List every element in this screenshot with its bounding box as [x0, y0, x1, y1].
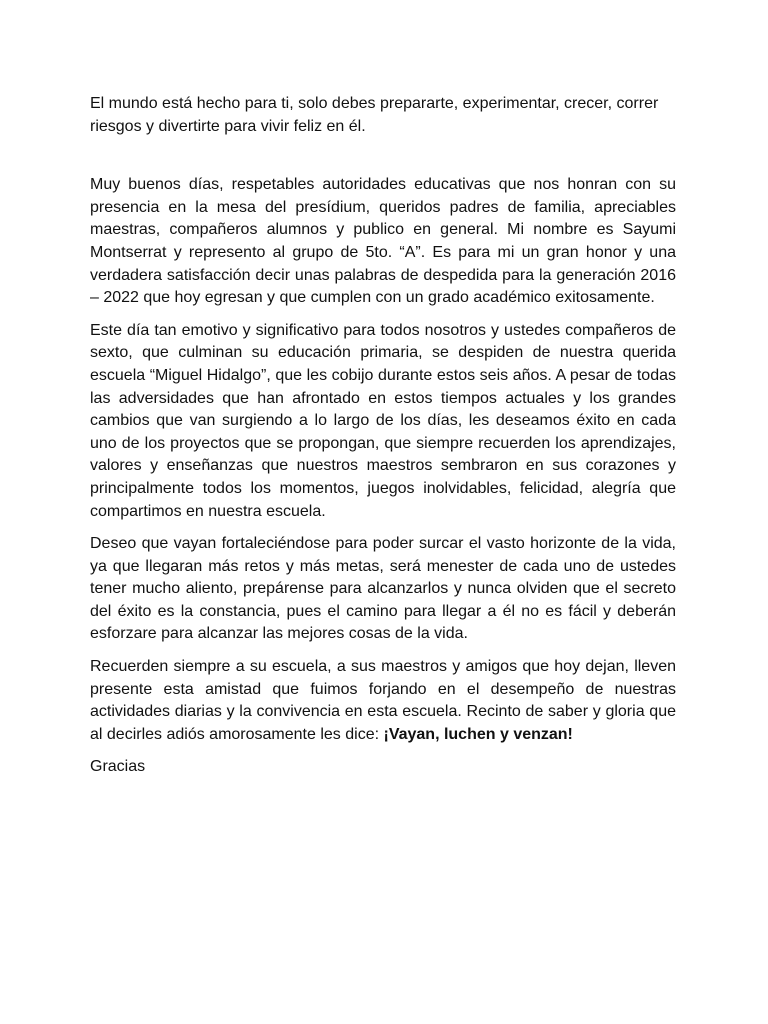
- paragraph-greeting: Muy buenos días, respetables autoridades educativas que nos honran con su presencia en la mesa del presídium, queridos padres de familia, apreciables maestras, compañeros alumnos y publico en general. Mi nombre es Sayumi Montserrat y represento al grupo de 5to. “A”. Es para mi un gran honor y una verdadera satisfacción decir unas palabras de despedida para la generación 2016 – 2022 que hoy egresan y que cumplen con un grado académico exitosamente.: [90, 176, 676, 307]
- paragraph-advice: Deseo que vayan fortaleciéndose para poder surcar el vasto horizonte de la vida, ya que llegaran más retos y más metas, será menester de cada uno de ustedes tener mucho aliento, prepárense para alcanzarlos y nunca olviden que el secreto del éxito es la constancia, pues el camino para llegar a él no es fácil y deberán esforzare para alcanzar las mejores cosas de la vida.: [90, 535, 676, 643]
- intro-quote: El mundo está hecho para ti, solo debes prepararte, experimentar, crecer, correr riesgos y divertirte para vivir feliz en él.: [90, 95, 659, 135]
- document-page: [90, 93, 676, 779]
- paragraph-farewell: Este día tan emotivo y significativo para todos nosotros y ustedes compañeros de sexto, que culminan su educación primaria, se despiden de nuestra querida escuela “Miguel Hidalgo”, que les cobijo durante estos seis años. A pesar de todas las adversidades que han afrontado en estos tiempos actuales y los grandes cambios que van surgiendo a lo largo de los días, les deseamos éxito en cada uno de los proyectos que se propongan, que siempre recuerden los aprendizajes, valores y enseñanzas que nuestros maestros sembraron en sus corazones y principalmente todos los momentos, juegos inolvidables, felicidad, alegría que compartimos en nuestra escuela.: [90, 321, 676, 520]
- signoff: Gracias: [90, 758, 146, 776]
- closing-phrase: ¡Vayan, luchen y venzan!: [383, 725, 573, 743]
- paragraph-closing: [90, 656, 676, 746]
- closing-text: Recuerden siempre a su escuela, a sus maestros y amigos que hoy dejan, lleven presente esta amistad que fuimos forjando en el desempeño de nuestras actividades diarias y la convivencia en esta escuela. Recinto de saber y gloria que al decirles adiós amorosamente les dice:: [90, 658, 676, 743]
